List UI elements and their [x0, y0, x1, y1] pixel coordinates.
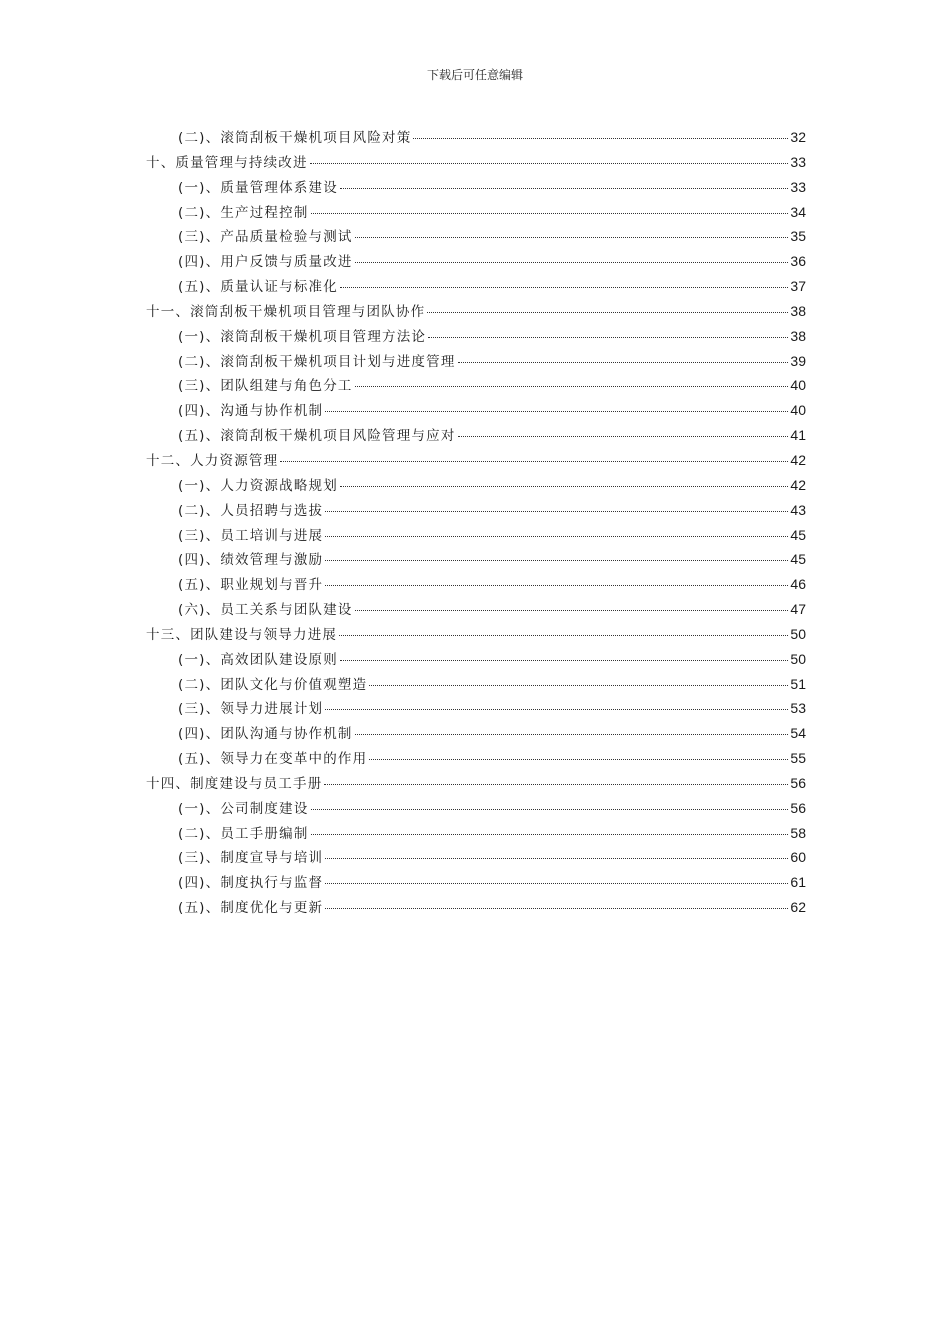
toc-entry-label: (二)、员工手册编制	[178, 825, 309, 842]
toc-dot-leader	[355, 237, 789, 238]
toc-dot-leader	[339, 635, 788, 636]
toc-entry-page-number: 42	[790, 451, 806, 468]
toc-entry-page-number: 47	[790, 601, 806, 618]
toc-entry-page-number: 36	[790, 253, 806, 270]
toc-entry-page-number: 56	[790, 774, 806, 791]
toc-dot-leader	[369, 685, 788, 686]
toc-entry[interactable]	[146, 399, 806, 424]
toc-entry-label: 十四、制度建设与员工手册	[146, 775, 323, 792]
toc-entry-label: (一)、公司制度建设	[178, 800, 309, 817]
table-of-contents	[146, 126, 806, 921]
toc-entry-page-number: 40	[790, 377, 806, 394]
toc-entry[interactable]	[146, 697, 806, 722]
toc-dot-leader	[311, 834, 789, 835]
toc-entry-page-number: 56	[790, 799, 806, 816]
toc-dot-leader	[355, 262, 789, 263]
toc-entry[interactable]	[146, 822, 806, 847]
toc-entry-page-number: 34	[790, 203, 806, 220]
toc-entry-label: (五)、制度优化与更新	[178, 900, 324, 917]
toc-entry-label: (二)、滚筒刮板干燥机项目风险对策	[178, 130, 412, 146]
toc-entry[interactable]	[146, 374, 806, 399]
toc-entry-page-number: 62	[790, 899, 806, 916]
toc-entry[interactable]	[146, 573, 806, 598]
toc-dot-leader	[311, 809, 789, 810]
toc-dot-leader	[340, 188, 788, 189]
toc-entry-page-number: 55	[790, 750, 806, 767]
toc-entry-label: (二)、团队文化与价值观塑造	[178, 676, 368, 693]
toc-entry[interactable]	[146, 623, 806, 648]
toc-entry-page-number: 45	[790, 551, 806, 568]
toc-entry[interactable]	[146, 201, 806, 226]
toc-dot-leader	[325, 511, 788, 512]
toc-entry[interactable]	[146, 250, 806, 275]
toc-entry-label: (一)、人力资源战略规划	[178, 477, 338, 494]
toc-dot-leader	[325, 883, 788, 884]
toc-dot-leader	[325, 560, 788, 561]
toc-entry-page-number: 38	[790, 302, 806, 319]
toc-entry[interactable]	[146, 350, 806, 375]
toc-entry-page-number: 37	[790, 278, 806, 295]
toc-entry-page-number: 41	[790, 427, 806, 444]
toc-dot-leader	[325, 908, 788, 909]
toc-entry-label: (五)、质量认证与标准化	[178, 279, 338, 296]
toc-entry-label: (二)、生产过程控制	[178, 204, 309, 221]
toc-entry[interactable]	[146, 598, 806, 623]
toc-entry[interactable]	[146, 126, 806, 151]
toc-dot-leader	[310, 163, 789, 164]
toc-entry[interactable]	[146, 772, 806, 797]
toc-entry[interactable]	[146, 151, 806, 176]
toc-entry-label: 十一、滚筒刮板干燥机项目管理与团队协作	[146, 303, 426, 320]
toc-entry-label: (四)、沟通与协作机制	[178, 403, 324, 420]
toc-dot-leader	[280, 461, 788, 462]
toc-entry-page-number: 58	[790, 824, 806, 841]
toc-dot-leader	[324, 784, 788, 785]
toc-entry-page-number: 51	[790, 675, 806, 692]
toc-entry-label: (四)、绩效管理与激励	[178, 552, 324, 569]
toc-dot-leader	[355, 386, 789, 387]
toc-entry-page-number: 39	[790, 352, 806, 369]
toc-dot-leader	[340, 287, 788, 288]
toc-entry-label: 十、质量管理与持续改进	[146, 154, 308, 171]
toc-entry[interactable]	[146, 474, 806, 499]
toc-entry[interactable]	[146, 424, 806, 449]
toc-entry-label: (四)、团队沟通与协作机制	[178, 726, 353, 743]
toc-entry-label: (一)、高效团队建设原则	[178, 651, 338, 668]
toc-entry[interactable]	[146, 524, 806, 549]
toc-entry[interactable]	[146, 747, 806, 772]
toc-entry[interactable]	[146, 225, 806, 250]
toc-entry[interactable]	[146, 300, 806, 325]
toc-entry[interactable]	[146, 673, 806, 698]
toc-entry-label: (五)、滚筒刮板干燥机项目风险管理与应对	[178, 428, 456, 445]
toc-entry-page-number: 53	[790, 700, 806, 717]
toc-dot-leader	[325, 411, 788, 412]
toc-entry-label: (一)、滚筒刮板干燥机项目管理方法论	[178, 328, 427, 345]
toc-entry-page-number: 38	[790, 327, 806, 344]
toc-entry-page-number: 33	[790, 178, 806, 195]
toc-entry-label: 十三、团队建设与领导力进展	[146, 626, 338, 643]
toc-dot-leader	[369, 759, 788, 760]
toc-dot-leader	[325, 585, 788, 586]
toc-entry[interactable]	[146, 722, 806, 747]
toc-dot-leader	[458, 436, 789, 437]
toc-entry-page-number: 35	[790, 228, 806, 245]
page-header: 下载后可任意编辑	[426, 68, 523, 82]
toc-dot-leader	[340, 660, 788, 661]
toc-entry-page-number: 45	[790, 526, 806, 543]
toc-dot-leader	[355, 610, 789, 611]
toc-entry-label: (三)、制度宣导与培训	[178, 850, 324, 867]
toc-entry-label: (一)、质量管理体系建设	[178, 179, 338, 196]
toc-entry[interactable]	[146, 499, 806, 524]
toc-entry-label: (六)、员工关系与团队建设	[178, 602, 353, 619]
toc-entry-label: (五)、职业规划与晋升	[178, 577, 324, 594]
toc-entry-page-number: 46	[790, 576, 806, 593]
toc-entry-label: (四)、用户反馈与质量改进	[178, 254, 353, 271]
toc-dot-leader	[355, 734, 789, 735]
toc-entry-page-number: 54	[790, 725, 806, 742]
toc-entry[interactable]	[146, 846, 806, 871]
toc-dot-leader	[325, 709, 788, 710]
toc-entry-label: (二)、人员招聘与选拔	[178, 502, 324, 519]
toc-entry[interactable]	[146, 648, 806, 673]
toc-entry[interactable]	[146, 275, 806, 300]
toc-entry-page-number: 43	[790, 501, 806, 518]
toc-dot-leader	[413, 138, 788, 139]
toc-entry-label: (二)、滚筒刮板干燥机项目计划与进度管理	[178, 353, 456, 370]
toc-entry[interactable]	[146, 176, 806, 201]
toc-entry-label: (三)、员工培训与进展	[178, 527, 324, 544]
toc-dot-leader	[458, 362, 789, 363]
toc-dot-leader	[325, 858, 788, 859]
toc-entry[interactable]	[146, 896, 806, 921]
toc-entry-page-number: 32	[790, 129, 806, 145]
toc-entry[interactable]	[146, 548, 806, 573]
toc-entry[interactable]	[146, 871, 806, 896]
toc-entry-label: (三)、团队组建与角色分工	[178, 378, 353, 395]
toc-dot-leader	[428, 337, 788, 338]
toc-entry-label: (三)、产品质量检验与测试	[178, 229, 353, 246]
toc-entry-label: 十二、人力资源管理	[146, 452, 279, 469]
toc-dot-leader	[340, 486, 788, 487]
toc-entry-page-number: 50	[790, 625, 806, 642]
toc-entry-page-number: 40	[790, 402, 806, 419]
toc-entry-page-number: 42	[790, 476, 806, 493]
toc-entry-label: (五)、领导力在变革中的作用	[178, 751, 368, 768]
toc-dot-leader	[427, 312, 788, 313]
toc-entry-label: (三)、领导力进展计划	[178, 701, 324, 718]
toc-entry[interactable]	[146, 449, 806, 474]
toc-dot-leader	[325, 536, 788, 537]
toc-entry-page-number: 50	[790, 650, 806, 667]
toc-entry-page-number: 60	[790, 849, 806, 866]
toc-entry-page-number: 33	[790, 153, 806, 170]
toc-dot-leader	[311, 213, 789, 214]
toc-entry-page-number: 61	[790, 874, 806, 891]
toc-entry[interactable]	[146, 325, 806, 350]
toc-entry[interactable]	[146, 797, 806, 822]
toc-entry-label: (四)、制度执行与监督	[178, 875, 324, 892]
